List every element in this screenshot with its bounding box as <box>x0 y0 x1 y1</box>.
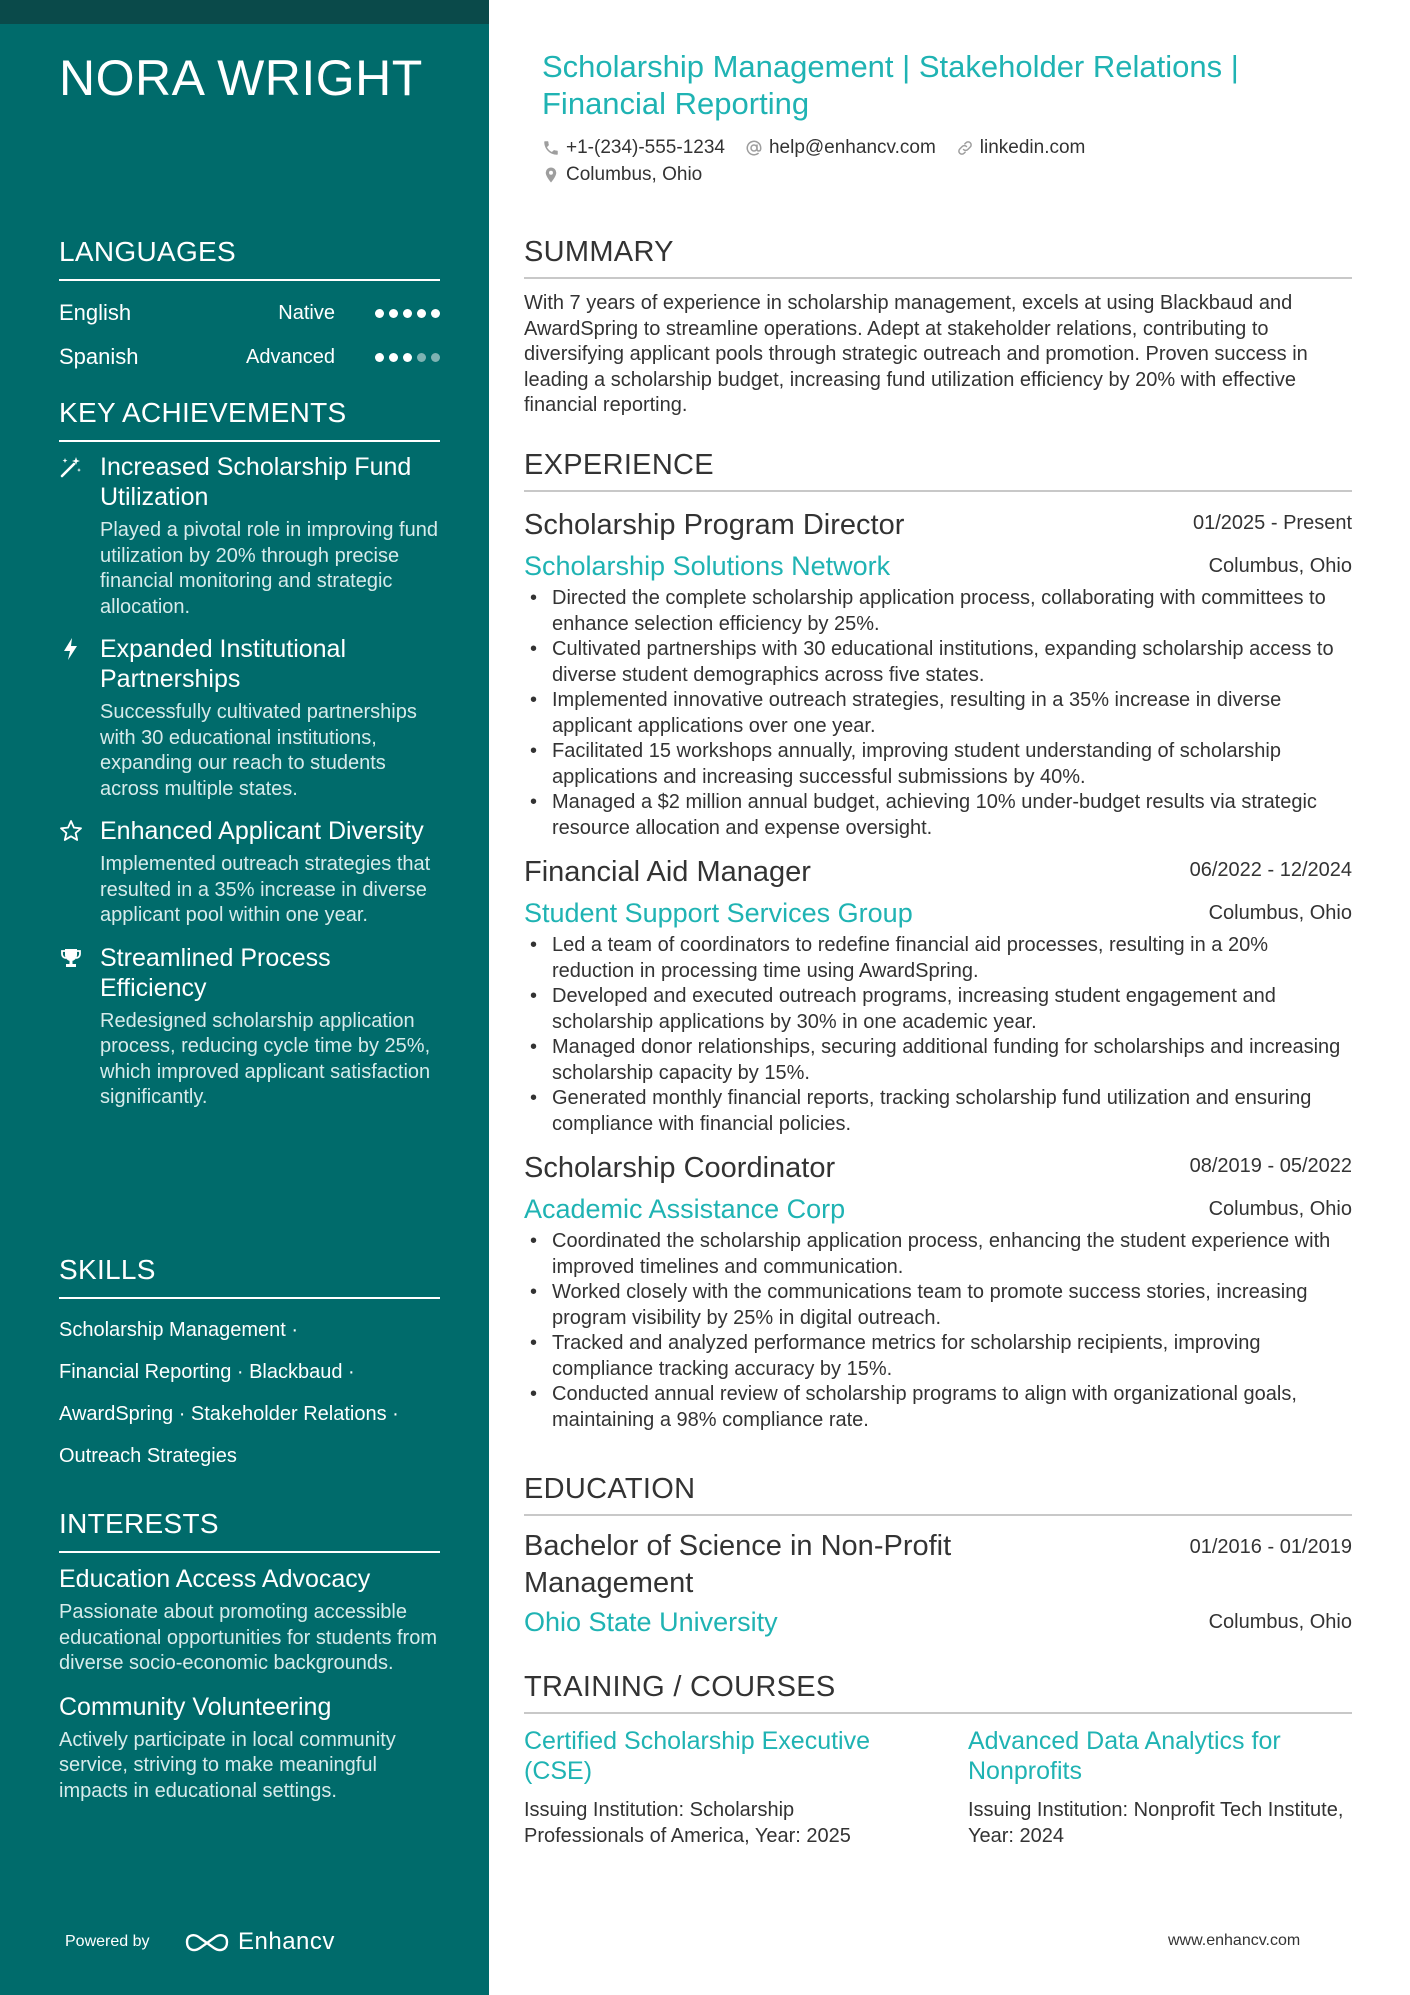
experience-heading: EXPERIENCE <box>524 448 1352 492</box>
sidebar <box>0 0 489 1995</box>
achievement-desc: Played a pivotal role in improving fund utilization by 20% through precise financial monitoring and strategic allocation. <box>100 519 438 618</box>
job-bullet: • Tracked and analyzed performance metrics for scholarship recipients, improving compliance tracking accuracy by 15%. <box>524 1331 1352 1382</box>
education-heading: EDUCATION <box>524 1472 1352 1516</box>
skills-heading: SKILLS <box>59 1253 440 1299</box>
experience-section <box>524 448 1352 1443</box>
main-content <box>489 0 1410 1995</box>
degree-title: Bachelor of Science in Non-Profit Management <box>524 1530 952 1599</box>
language-name: Spanish <box>59 344 139 369</box>
phone-text: +1-(234)-555-1234 <box>566 137 725 158</box>
at-sign-icon <box>745 139 763 157</box>
job-bullet: • Worked closely with the communications team to promote success stories, increasing program visibility by 25% in digital outreach. <box>524 1280 1352 1331</box>
email-contact[interactable] <box>745 137 936 159</box>
star-icon <box>59 818 83 844</box>
interest-title: Community Volunteering <box>59 1692 332 1721</box>
achievement-item <box>59 634 440 802</box>
interests-section <box>59 1507 440 1818</box>
languages-heading: LANGUAGES <box>59 235 440 281</box>
job-bullets <box>524 1229 1352 1433</box>
language-level: Native <box>278 302 335 324</box>
sidebar-top-bar <box>0 0 489 24</box>
rating-dot <box>403 353 412 362</box>
job-dates: 01/2025 - Present <box>1193 512 1352 534</box>
interest-item <box>59 1563 440 1677</box>
headline: Scholarship Management | Stakeholder Relations | Financial Reporting <box>542 49 1239 121</box>
interest-desc: Passionate about promoting accessible educational opportunities for students from diverse socio-economic backgrounds. <box>59 1601 437 1674</box>
job-dates: 08/2019 - 05/2022 <box>1189 1155 1352 1177</box>
job-title: Scholarship Program Director <box>524 509 905 541</box>
job-bullet: • Generated monthly financial reports, tracking scholarship fund utilization and ensuring compliance with financial policies. <box>524 1086 1352 1137</box>
job-entry <box>524 851 1352 1137</box>
rating-dot <box>389 309 398 318</box>
job-location: Columbus, Ohio <box>1208 1198 1352 1220</box>
job-bullet: • Managed a $2 million annual budget, achieving 10% under-budget results via strategic resource allocation and expense oversight. <box>524 790 1352 841</box>
magic-wand-icon <box>59 454 83 480</box>
location-pin-icon <box>542 165 560 185</box>
achievements-section <box>59 396 440 1125</box>
course-desc: Issuing Institution: Scholarship Professionals of America, Year: 2025 <box>524 1799 851 1847</box>
rating-dot <box>431 353 440 362</box>
rating-dot <box>375 309 384 318</box>
powered-by-label: Powered by <box>65 1933 150 1950</box>
skill-line: Financial Reporting · Blackbaud · <box>59 1361 355 1383</box>
skill-line: AwardSpring · Stakeholder Relations · <box>59 1403 399 1425</box>
rating-dot <box>403 309 412 318</box>
rating-dot <box>389 353 398 362</box>
email-text: help@enhancv.com <box>768 137 936 158</box>
language-level: Advanced <box>246 346 335 368</box>
lightning-bolt-icon <box>59 636 83 662</box>
achievement-title: Increased Scholarship Fund Utilization <box>100 453 412 511</box>
job-bullet: • Directed the complete scholarship application process, collaborating with committees to enhance selection efficiency by 25%. <box>524 586 1352 637</box>
language-row <box>59 335 440 379</box>
summary-text: With 7 years of experience in scholarship management, excels at using Blackbaud and AwardSpring to streamline operations. Adept at stakeholder relations, contributing to diversifying applicant pools through strategic outreach and promotion. Proven success in leading a scholarship budget, increasing fund utilization efficiency by 20% with effective financial reporting. <box>524 292 1308 416</box>
location-contact <box>542 164 702 186</box>
enhancv-logo[interactable] <box>184 1924 335 1960</box>
linkedin-text: linkedin.com <box>979 137 1086 158</box>
school-location: Columbus, Ohio <box>1208 1611 1352 1633</box>
course-item <box>968 1726 1352 1849</box>
interest-item <box>59 1691 440 1805</box>
achievement-title: Enhanced Applicant Diversity <box>100 817 424 845</box>
education-section <box>524 1472 1352 1644</box>
job-entry <box>524 504 1352 841</box>
rating-dot <box>417 309 426 318</box>
job-company: Scholarship Solutions Network <box>524 551 891 581</box>
achievement-item <box>59 452 440 620</box>
skill-line: Scholarship Management · <box>59 1319 299 1341</box>
languages-section <box>59 235 440 379</box>
training-heading: TRAINING / COURSES <box>524 1670 1352 1714</box>
job-company: Student Support Services Group <box>524 898 913 928</box>
language-name: English <box>59 300 132 325</box>
language-row <box>59 291 440 335</box>
job-bullet: • Facilitated 15 workshops annually, improving student understanding of scholarship applications and increasing successful submissions by 40%. <box>524 739 1352 790</box>
achievement-desc: Redesigned scholarship application process, reducing cycle time by 25%, which improved applicant satisfaction significantly. <box>100 1009 431 1108</box>
summary-heading: SUMMARY <box>524 235 1352 279</box>
rating-dot <box>417 353 426 362</box>
course-title: Advanced Data Analytics for Nonprofits <box>968 1727 1281 1785</box>
rating-dot <box>375 353 384 362</box>
candidate-name: NORA WRIGHT <box>59 50 423 106</box>
skills-section <box>59 1253 440 1477</box>
achievement-item <box>59 816 440 929</box>
job-bullet: • Conducted annual review of scholarship programs to align with organizational goals, maintaining a 98% compliance rate. <box>524 1382 1352 1433</box>
achievement-title: Expanded Institutional Partnerships <box>100 635 347 693</box>
location-row <box>542 164 722 186</box>
interest-desc: Actively participate in local community service, striving to make meaningful impacts in educational settings. <box>59 1728 396 1802</box>
job-title: Financial Aid Manager <box>524 856 811 888</box>
education-dates: 01/2016 - 01/2019 <box>1189 1536 1352 1558</box>
course-item <box>524 1726 908 1849</box>
job-bullet: • Cultivated partnerships with 30 educational institutions, expanding scholarship access to diverse student demographics across five states. <box>524 637 1352 688</box>
interest-title: Education Access Advocacy <box>59 1565 371 1593</box>
job-bullet: • Developed and executed outreach programs, increasing student engagement and scholarship applications by 30% in one academic year. <box>524 984 1352 1035</box>
phone-icon <box>542 139 560 157</box>
skill-line: Outreach Strategies <box>59 1445 237 1467</box>
job-dates: 06/2022 - 12/2024 <box>1189 859 1352 881</box>
job-bullet: • Implemented innovative outreach strategies, resulting in a 35% increase in diverse applicant applications over one year. <box>524 688 1352 739</box>
language-rating <box>375 291 440 335</box>
school-name: Ohio State University <box>524 1607 778 1637</box>
job-bullet: • Managed donor relationships, securing additional funding for scholarships and increasing scholarship capacity by 15%. <box>524 1035 1352 1086</box>
job-entry <box>524 1147 1352 1433</box>
achievement-desc: Successfully cultivated partnerships with 30 educational institutions, expanding our reach to students across multiple states. <box>100 701 417 800</box>
training-section <box>524 1670 1352 1849</box>
achievement-desc: Implemented outreach strategies that resulted in a 35% increase in diverse applicant pool within one year. <box>100 853 431 926</box>
job-bullet: • Led a team of coordinators to redefine financial aid processes, resulting in a 20% reduction in processing time using AwardSpring. <box>524 933 1352 984</box>
link-icon <box>956 139 974 157</box>
achievement-item <box>59 943 440 1111</box>
trophy-icon <box>59 945 83 971</box>
interests-heading: INTERESTS <box>59 1507 440 1553</box>
course-desc: Issuing Institution: Nonprofit Tech Institute, Year: 2024 <box>968 1799 1344 1847</box>
course-title: Certified Scholarship Executive (CSE) <box>524 1727 870 1785</box>
phone-contact[interactable] <box>542 137 725 159</box>
achievements-heading: KEY ACHIEVEMENTS <box>59 396 440 442</box>
job-company: Academic Assistance Corp <box>524 1194 846 1224</box>
footer-url[interactable]: www.enhancv.com <box>1168 1932 1301 1949</box>
enhancv-logo-text: Enhancv <box>238 1928 335 1955</box>
location-text: Columbus, Ohio <box>566 164 703 185</box>
job-bullet: • Coordinated the scholarship application process, enhancing the student experience with improved timelines and communication. <box>524 1229 1352 1280</box>
job-title: Scholarship Coordinator <box>524 1152 836 1184</box>
rating-dot <box>431 309 440 318</box>
summary-section <box>524 235 1352 419</box>
job-location: Columbus, Ohio <box>1208 555 1352 577</box>
job-bullets <box>524 586 1352 841</box>
job-bullets <box>524 933 1352 1137</box>
job-location: Columbus, Ohio <box>1208 902 1352 924</box>
contact-row <box>542 137 1105 159</box>
language-rating <box>375 335 440 379</box>
linkedin-contact[interactable] <box>956 137 1086 159</box>
enhancv-logo-icon <box>184 1929 230 1955</box>
achievement-title: Streamlined Process Efficiency <box>100 943 331 1002</box>
